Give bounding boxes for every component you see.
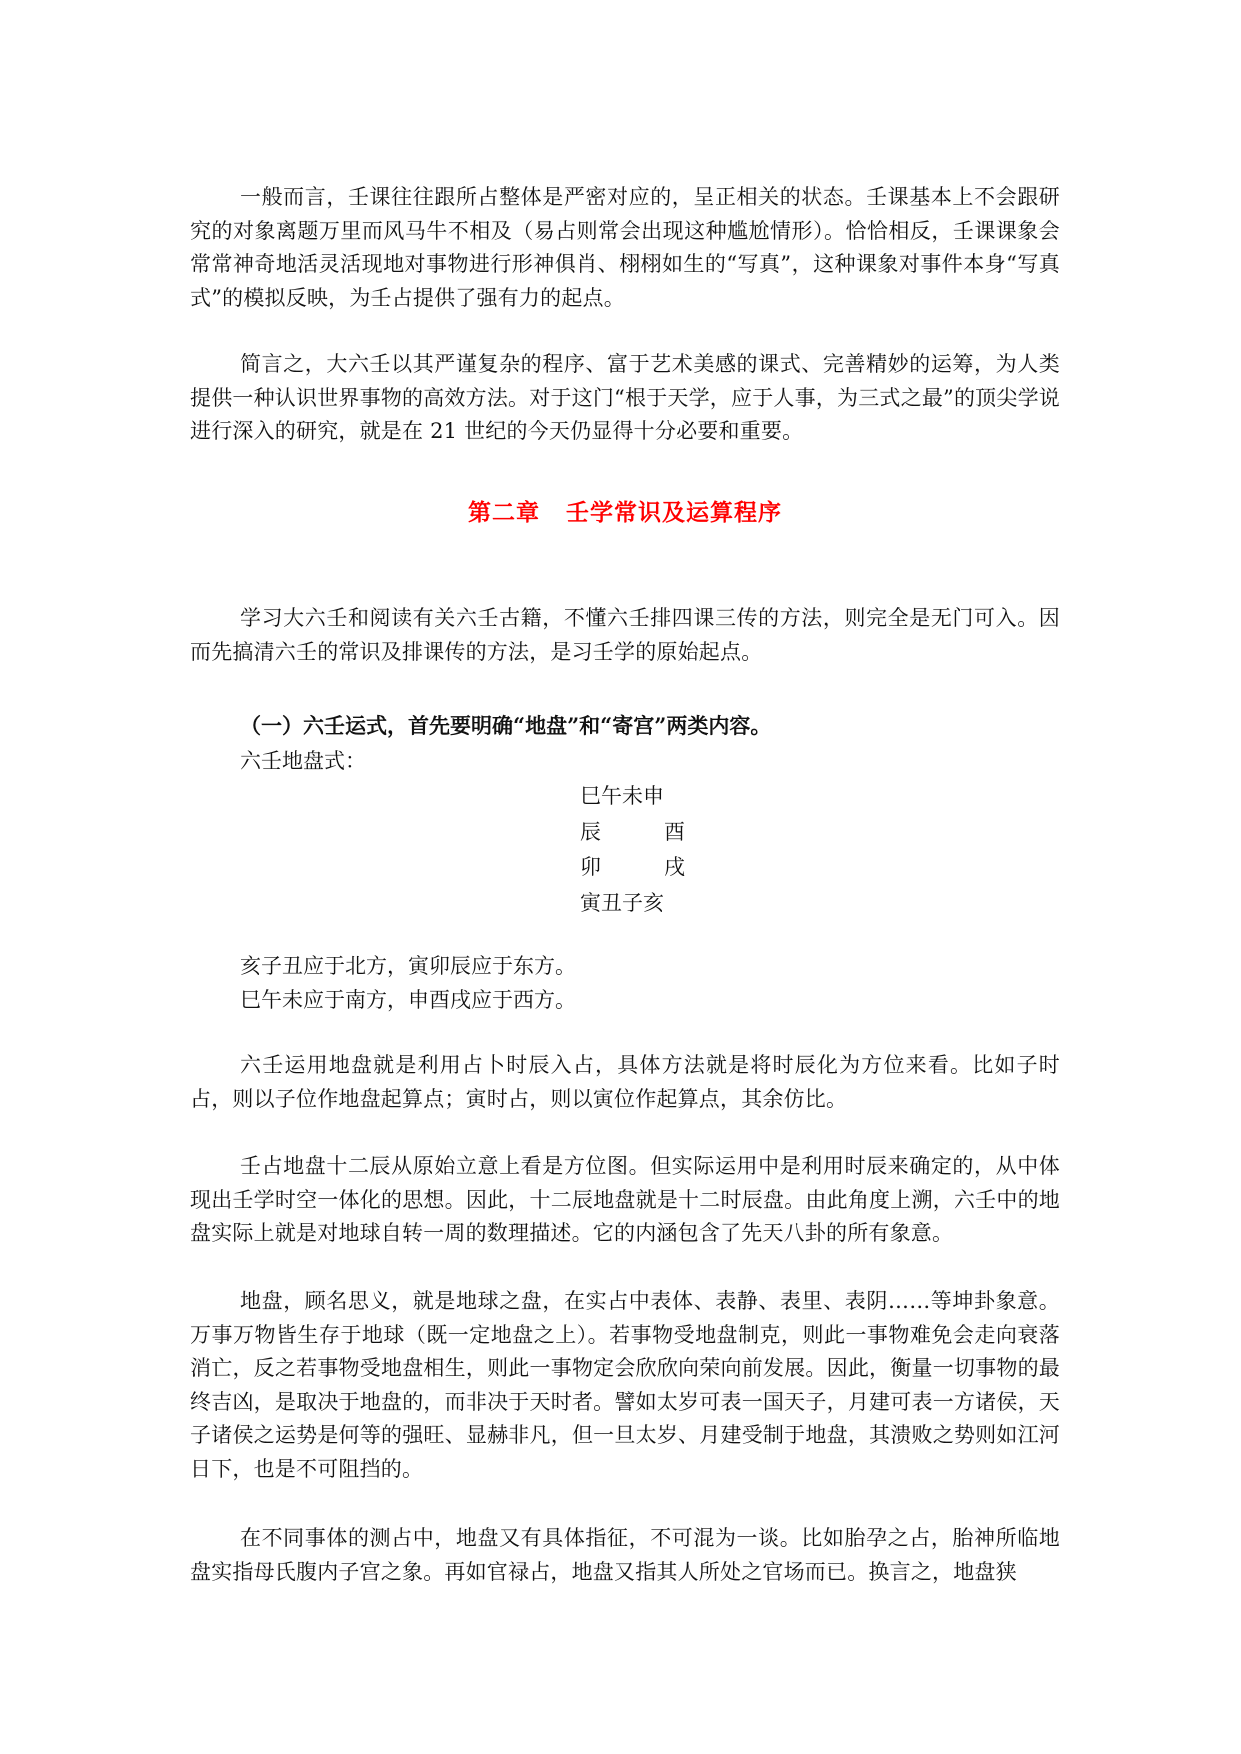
earth-plate-top-row: 巳午未申 [580, 784, 664, 808]
earth-plate-diagram [580, 779, 685, 921]
earth-plate-caption: 六壬地盘式： [240, 749, 366, 773]
paragraph-twelve-branches: 壬占地盘十二辰从原始立意上看是方位图。但实际运用中是利用时辰来确定的，从中体现出壬学时空一体化的思想。因此，十二辰地盘就是十二时辰盘。由此角度上溯，六壬中的地盘实际上就是对地球自转一周的数理描述。它的内涵包含了先天八卦的所有象意。 [190, 1154, 1060, 1245]
chapter-number: 第二章 [468, 499, 540, 526]
paragraph-earth-plate-meaning: 地盘，顾名思义，就是地球之盘，在实占中表体、表静、表里、表阴……等坤卦象意。万事万物皆生存于地球（既一定地盘之上）。若事物受地盘制克，则此一事物难免会走向衰落消亡，反之若事物受地盘相生，则此一事物定会欣欣向荣向前发展。因此，衡量一切事物的最终吉凶，是取决于地盘的，而非决于天时者。譬如太岁可表一国天子，月建可表一方诸侯，天子诸侯之运势是何等的强旺、显赫非凡，但一旦太岁、月建受制于地盘，其溃败之势则如江河日下，也是不可阻挡的。 [190, 1289, 1060, 1481]
earth-plate-row-3 [580, 850, 685, 886]
direction-line-south-west: 巳午未应于南方，申酉戌应于西方。 [240, 988, 576, 1012]
direction-line-north-east: 亥子丑应于北方，寅卯辰应于东方。 [240, 954, 576, 978]
earth-plate-bottom-row: 寅丑子亥 [580, 890, 664, 915]
paragraph-earth-plate-usage: 六壬运用地盘就是利用占卜时辰入占，具体方法就是将时辰化为方位来看。比如子时占，则以子位作地盘起算点；寅时占，则以寅位作起算点，其余仿比。 [190, 1053, 1060, 1111]
earth-plate-row-2 [580, 815, 685, 851]
paragraph-study-intro: 学习大六壬和阅读有关六壬古籍，不懂六壬排四课三传的方法，则完全是无门可入。因而先搞清六壬的常识及排课传的方法，是习壬学的原始起点。 [190, 606, 1060, 664]
section-heading: （一）六壬运式，首先要明确“地盘”和“寄宫”两类内容。 [240, 713, 772, 738]
earth-plate-you: 酉 [664, 819, 685, 844]
earth-plate-chen: 辰 [580, 819, 601, 844]
chapter-title: 壬学常识及运算程序 [566, 499, 782, 526]
paragraph-ren-ke-correspondence: 一般而言，壬课往往跟所占整体是严密对应的，呈正相关的状态。壬课基本上不会跟研究的对象离题万里而风马牛不相及（易占则常会出现这种尴尬情形）。恰恰相反，壬课课象会常常神奇地活灵活现地对事物进行形神俱肖、栩栩如生的“写真”，这种课象对事件本身“写真式”的模拟反映，为壬占提供了强有力的起点。 [190, 185, 1060, 310]
earth-plate-xu: 戌 [664, 855, 685, 879]
paragraph-specific-indications: 在不同事体的测占中，地盘又有具体指征，不可混为一谈。比如胎孕之占，胎神所临地盘实指母氏腹内子宫之象。再如官禄占，地盘又指其人所处之官场而已。换言之，地盘狭 [190, 1526, 1060, 1584]
earth-plate-mao: 卯 [580, 855, 601, 879]
chapter-heading [190, 494, 1060, 527]
paragraph-summary: 简言之，大六壬以其严谨复杂的程序、富于艺术美感的课式、完善精妙的运筹，为人类提供一种认识世界事物的高效方法。对于这门“根于天学，应于人事，为三式之最”的顶尖学说进行深入的研究，就是在 21 世纪的今天仍显得十分必要和重要。 [190, 352, 1060, 443]
